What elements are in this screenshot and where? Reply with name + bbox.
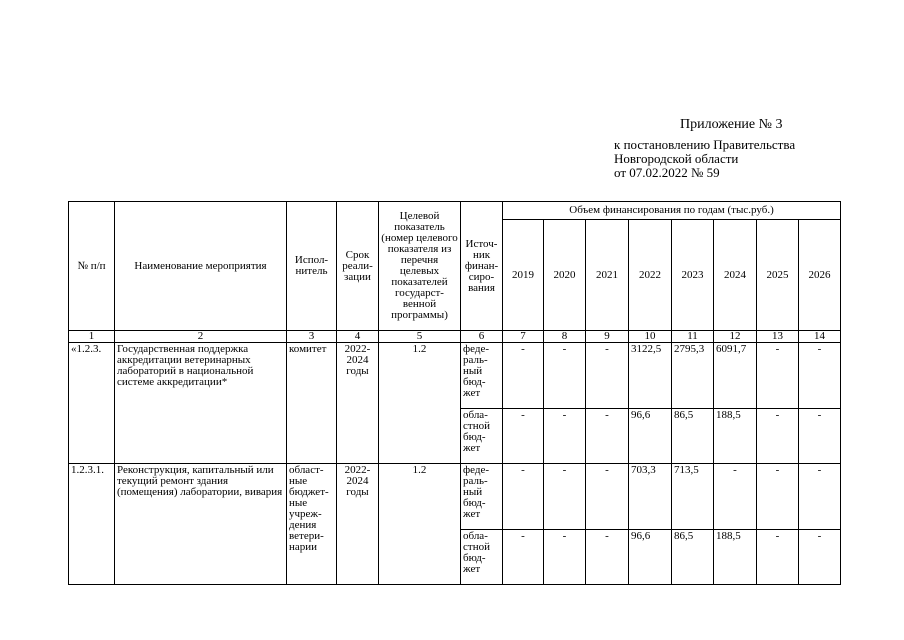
value-cell: 703,3	[629, 464, 672, 530]
col-number: 11	[672, 331, 714, 343]
value-cell: 188,5	[714, 530, 757, 585]
row-source: обла-стной бюд-жет	[461, 530, 503, 585]
value-cell: -	[503, 409, 544, 464]
row-executor: комитет	[287, 343, 337, 464]
col-number: 14	[799, 331, 841, 343]
value-cell: 188,5	[714, 409, 757, 464]
header-year: 2020	[544, 220, 586, 331]
value-cell: 713,5	[672, 464, 714, 530]
value-cell: 3122,5	[629, 343, 672, 409]
value-cell: -	[799, 464, 841, 530]
col-number: 4	[337, 331, 379, 343]
value-cell: -	[544, 343, 586, 409]
col-number: 13	[757, 331, 799, 343]
value-cell: -	[714, 464, 757, 530]
value-cell: -	[757, 464, 799, 530]
value-cell: -	[799, 343, 841, 409]
header-line-3: от 07.02.2022 № 59	[614, 165, 720, 180]
value-cell: -	[586, 409, 629, 464]
header-source: Источ-ник финан-сиро-вания	[461, 202, 503, 331]
col-number: 5	[379, 331, 461, 343]
row-source: обла-стной бюд-жет	[461, 409, 503, 464]
value-cell: -	[799, 409, 841, 464]
row-target: 1.2	[379, 343, 461, 464]
header-funding: Объем финансирования по годам (тыс.руб.)	[503, 202, 841, 220]
value-cell: 6091,7	[714, 343, 757, 409]
document-header	[614, 118, 795, 180]
col-number: 9	[586, 331, 629, 343]
funding-table	[68, 201, 841, 585]
row-executor: област-ные бюджет-ные учреж-дения ветери-нарии	[287, 464, 337, 585]
header-year: 2023	[672, 220, 714, 331]
row-source: феде-раль-ный бюд-жет	[461, 464, 503, 530]
row-source: феде-раль-ный бюд-жет	[461, 343, 503, 409]
row-num: 1.2.3.1.	[69, 464, 115, 585]
row-term: 2022-2024 годы	[337, 464, 379, 585]
col-number: 3	[287, 331, 337, 343]
value-cell: -	[586, 464, 629, 530]
col-number: 1	[69, 331, 115, 343]
value-cell: -	[757, 343, 799, 409]
value-cell: -	[757, 409, 799, 464]
header-year: 2019	[503, 220, 544, 331]
header-executor: Испол-нитель	[287, 202, 337, 331]
header-name: Наименование мероприятия	[115, 202, 287, 331]
col-number: 8	[544, 331, 586, 343]
col-number: 6	[461, 331, 503, 343]
col-number: 12	[714, 331, 757, 343]
value-cell: -	[503, 343, 544, 409]
value-cell: -	[503, 530, 544, 585]
header-year: 2026	[799, 220, 841, 331]
header-year: 2024	[714, 220, 757, 331]
col-number: 2	[115, 331, 287, 343]
value-cell: -	[586, 530, 629, 585]
row-term: 2022-2024 годы	[337, 343, 379, 464]
header-year: 2022	[629, 220, 672, 331]
value-cell: -	[544, 530, 586, 585]
row-name: Государственная поддержка аккредитации ветеринарных лабораторий в национальной системе аккредитации*	[115, 343, 287, 464]
value-cell: 2795,3	[672, 343, 714, 409]
col-number: 7	[503, 331, 544, 343]
header-line-2: Новгородской области	[614, 151, 739, 166]
value-cell: -	[586, 343, 629, 409]
value-cell: -	[757, 530, 799, 585]
header-num: № п/п	[69, 202, 115, 331]
value-cell: 86,5	[672, 409, 714, 464]
row-target: 1.2	[379, 464, 461, 585]
value-cell: -	[544, 409, 586, 464]
header-line-1: к постановлению Правительства	[614, 137, 796, 152]
row-name: Реконструкция, капитальный или текущий ремонт здания (помещения) лаборатории, вивария	[115, 464, 287, 585]
col-number: 10	[629, 331, 672, 343]
value-cell: 86,5	[672, 530, 714, 585]
header-target: Целевой показатель (номер целевого показателя из перечня целевых показателей государст-венной программы)	[379, 202, 461, 331]
value-cell: -	[544, 464, 586, 530]
header-year: 2021	[586, 220, 629, 331]
value-cell: 96,6	[629, 530, 672, 585]
header-year: 2025	[757, 220, 799, 331]
value-cell: -	[503, 464, 544, 530]
value-cell: 96,6	[629, 409, 672, 464]
value-cell: -	[799, 530, 841, 585]
appendix-title: Приложение № 3	[680, 117, 783, 132]
row-num: «1.2.3.	[69, 343, 115, 464]
header-term: Срок реали-зации	[337, 202, 379, 331]
